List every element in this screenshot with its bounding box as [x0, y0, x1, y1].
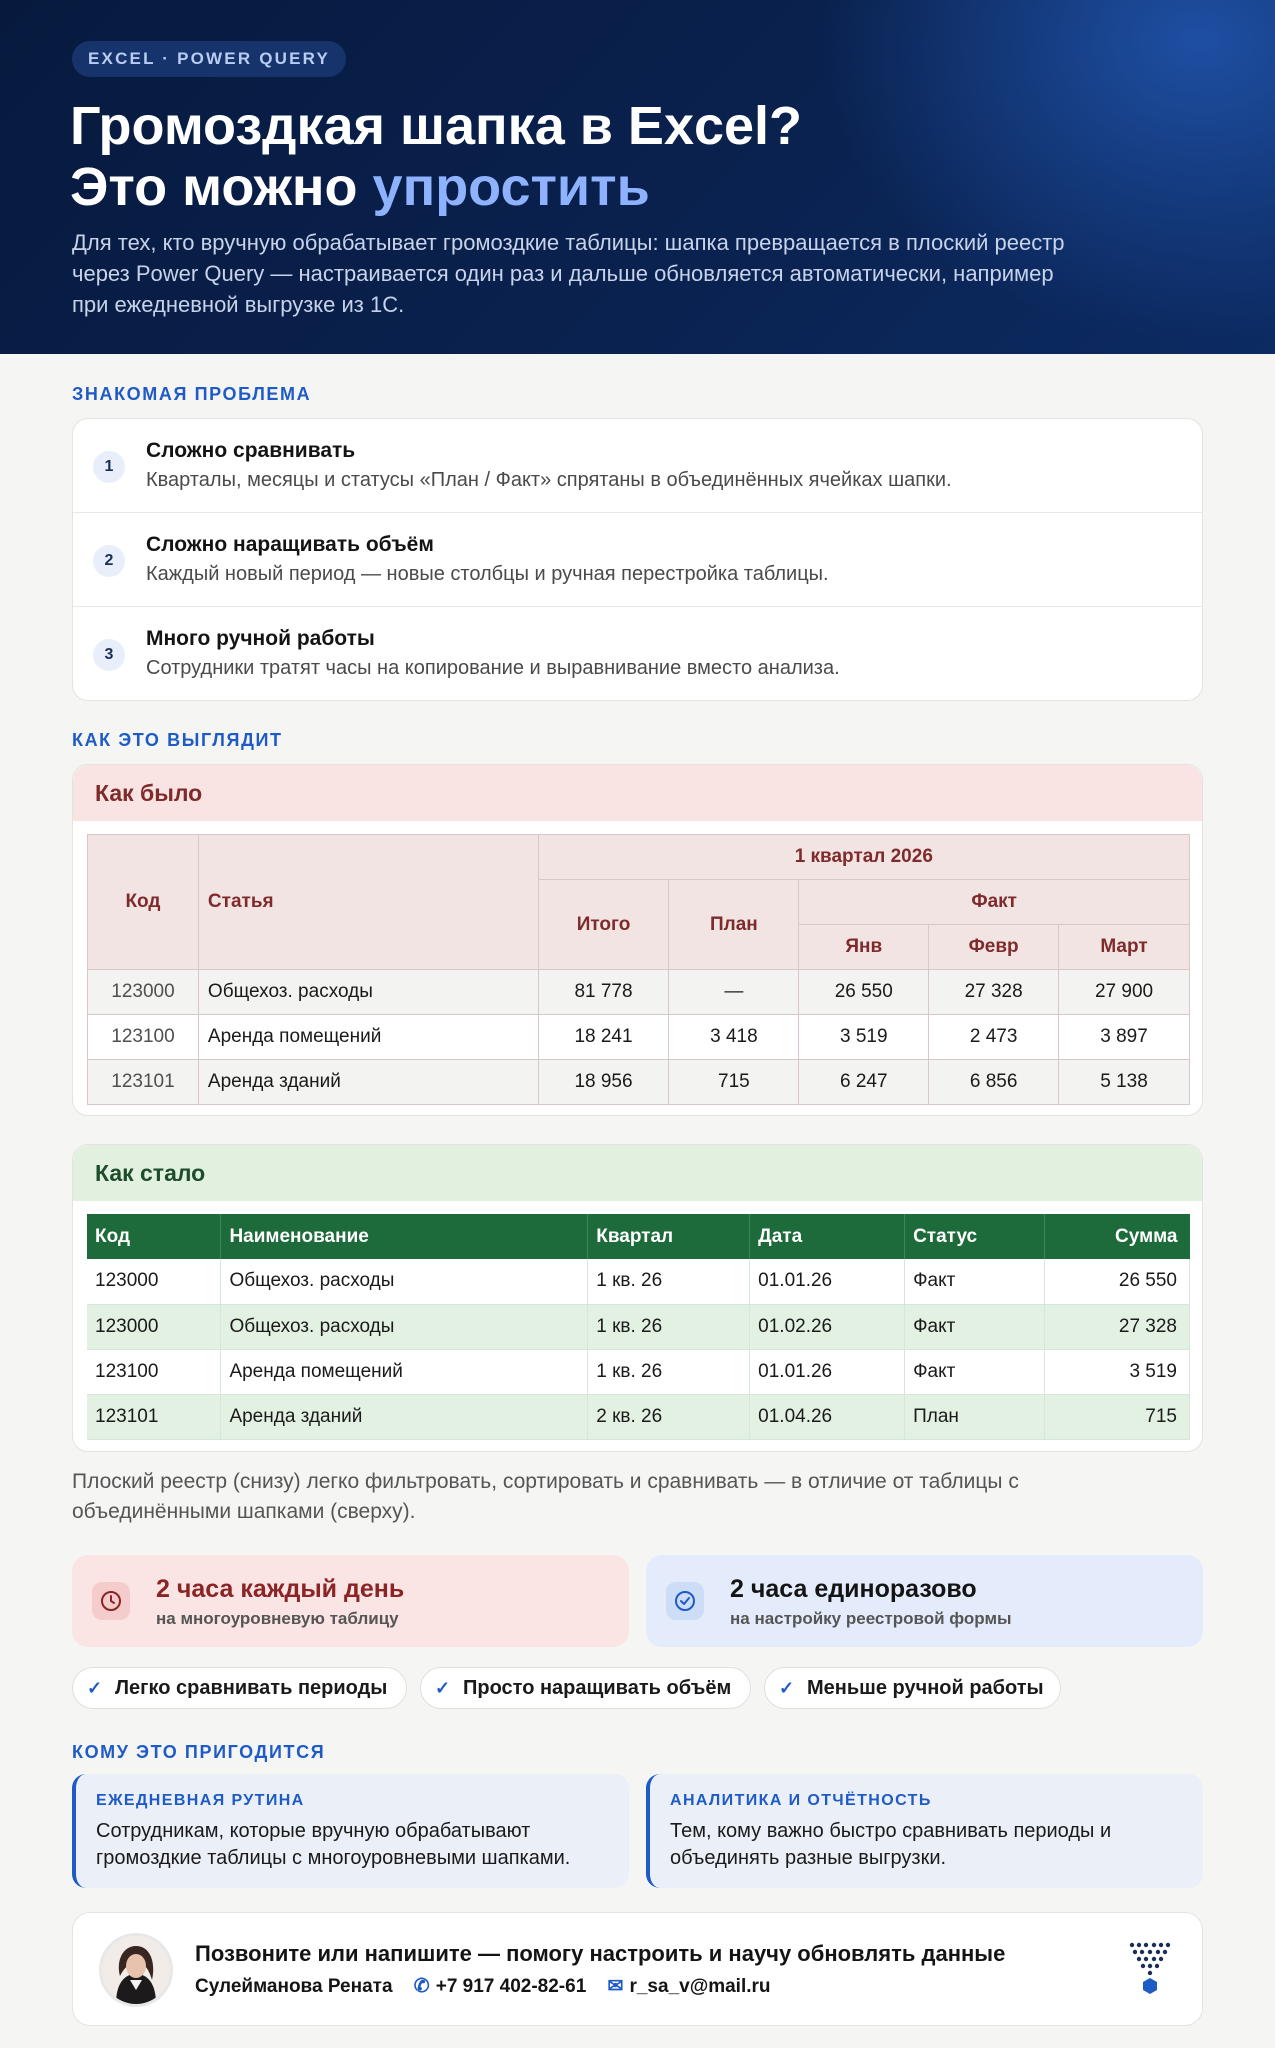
contact-card [72, 1912, 1203, 2026]
cell: 81 778 [538, 970, 669, 1015]
title-line-1: Громоздкая шапка в Excel? [70, 96, 803, 156]
cell: Общехоз. расходы [221, 1259, 588, 1304]
cell: Факт [905, 1349, 1045, 1394]
cell: 123101 [88, 1060, 199, 1105]
cell: 6 247 [799, 1060, 929, 1105]
section-label-audience: КОМУ ЭТО ПРИГОДИТСЯ [72, 1742, 326, 1762]
clock-icon [92, 1582, 130, 1620]
stat-sub: на многоуровневую таблицу [156, 1609, 399, 1628]
header-item: Статья [198, 835, 538, 970]
cell: 26 550 [799, 970, 929, 1015]
problem-title: Сложно сравнивать [146, 439, 356, 462]
brand-logo-icon [1128, 1941, 1172, 1995]
cell: 18 956 [538, 1060, 669, 1105]
cell: 5 138 [1059, 1060, 1190, 1105]
cell: Аренда помещений [198, 1015, 538, 1060]
cell: 123000 [87, 1304, 221, 1349]
stat-sub: на настройку реестровой формы [730, 1609, 1012, 1628]
header-total: Итого [538, 880, 669, 970]
cell: Факт [905, 1259, 1045, 1304]
after-table [87, 1214, 1190, 1440]
benefit-pill [72, 1667, 407, 1709]
audience-card-routine [72, 1774, 629, 1888]
check-icon: ✓ [779, 1678, 795, 1698]
cell: 01.02.26 [750, 1304, 905, 1349]
contact-title: Позвоните или напишите — помогу настроить и научу обновлять данные [195, 1941, 1006, 1966]
comparison-note: Плоский реестр (снизу) легко фильтровать, сортировать и сравнивать — в отличие от таблицы с объединёнными шапками (сверху). [72, 1470, 1019, 1523]
header-fact: Факт [799, 880, 1190, 925]
before-title: Как было [73, 765, 1202, 821]
problem-title: Сложно наращивать объём [146, 533, 434, 556]
header-code: Код [87, 1214, 221, 1259]
before-card [72, 764, 1203, 1116]
cell: Аренда зданий [221, 1394, 588, 1439]
cell: 18 241 [538, 1015, 669, 1060]
cell: Аренда зданий [198, 1060, 538, 1105]
phone-icon: ✆ [413, 1976, 430, 1997]
cell: 27 328 [1045, 1304, 1190, 1349]
cell: 1 кв. 26 [588, 1349, 750, 1394]
problem-desc: Кварталы, месяцы и статусы «План / Факт» спрятаны в объединённых ячейках шапки. [146, 469, 952, 491]
hero-banner [0, 0, 1275, 354]
title-accent: упростить [372, 157, 650, 217]
table-row [88, 970, 1190, 1015]
cell: 123100 [87, 1349, 221, 1394]
table-row [87, 1394, 1190, 1439]
cell: Факт [905, 1304, 1045, 1349]
cell: 715 [669, 1060, 799, 1105]
stat-card-once [646, 1555, 1203, 1647]
problem-number: 1 [93, 451, 125, 483]
contact-name: Сулейманова Рената [195, 1976, 393, 1997]
cell: 01.01.26 [750, 1259, 905, 1304]
header-quarter: 1 квартал 2026 [538, 835, 1189, 880]
hero-tag: EXCEL · POWER QUERY [72, 41, 346, 77]
benefit-label: Легко сравнивать периоды [115, 1677, 388, 1699]
problem-number: 2 [93, 545, 125, 577]
title-line-2 [70, 157, 1170, 218]
contact-details [195, 1975, 787, 1998]
header-sum: Сумма [1045, 1214, 1190, 1259]
benefit-pill [420, 1667, 751, 1709]
cell: 2 кв. 26 [588, 1394, 750, 1439]
cell: 123000 [87, 1259, 221, 1304]
check-icon: ✓ [435, 1678, 451, 1698]
hero-subtitle: Для тех, кто вручную обрабатывает громоздкие таблицы: шапка превращается в плоский реестр через Power Query — настраивается один раз и дальше обновляется автоматически, например при ежедневной выгрузке из 1С. [72, 230, 1065, 317]
stat-title: 2 часа каждый день [156, 1575, 405, 1603]
cell: — [669, 970, 799, 1015]
header-jan: Янв [799, 925, 929, 970]
cell: 123100 [88, 1015, 199, 1060]
title-line-2-prefix: Это можно [70, 157, 373, 217]
header-date: Дата [750, 1214, 905, 1259]
cell: Общехоз. расходы [198, 970, 538, 1015]
cell: 27 328 [929, 970, 1059, 1015]
cell: 01.01.26 [750, 1349, 905, 1394]
benefit-pill [764, 1667, 1061, 1709]
avatar [99, 1933, 173, 2007]
problem-title: Много ручной работы [146, 627, 375, 650]
section-label-look: КАК ЭТО ВЫГЛЯДИТ [72, 730, 283, 750]
benefit-label: Меньше ручной работы [807, 1677, 1044, 1699]
cell: План [905, 1394, 1045, 1439]
cell: 2 473 [929, 1015, 1059, 1060]
cell: 1 кв. 26 [588, 1259, 750, 1304]
check-circle-icon [666, 1582, 704, 1620]
table-row [87, 1304, 1190, 1349]
problem-number: 3 [93, 639, 125, 671]
table-row [88, 1060, 1190, 1105]
header-quarter: Квартал [588, 1214, 750, 1259]
after-card [72, 1144, 1203, 1452]
problems-card [72, 418, 1203, 701]
cell: 01.04.26 [750, 1394, 905, 1439]
before-table [87, 834, 1190, 1105]
header-name: Наименование [221, 1214, 588, 1259]
cell: 26 550 [1045, 1259, 1190, 1304]
stat-card-daily [72, 1555, 629, 1647]
cell: Аренда помещений [221, 1349, 588, 1394]
audience-text: Тем, кому важно быстро сравнивать периоды и объединять разные выгрузки. [670, 1820, 1112, 1869]
audience-title: ЕЖЕДНЕВНАЯ РУТИНА [96, 1792, 305, 1809]
problem-item [73, 419, 1202, 513]
problem-desc: Каждый новый период — новые столбцы и ручная перестройка таблицы. [146, 563, 829, 585]
contact-email[interactable]: r_sa_v@mail.ru [629, 1976, 771, 1997]
header-code: Код [88, 835, 199, 970]
audience-title: АНАЛИТИКА И ОТЧЁТНОСТЬ [670, 1792, 932, 1809]
header-mar: Март [1059, 925, 1190, 970]
mail-icon: ✉ [607, 1976, 624, 1997]
stat-title: 2 часа единоразово [730, 1575, 977, 1603]
page-title [70, 96, 1170, 218]
cell: 27 900 [1059, 970, 1190, 1015]
cell: 6 856 [929, 1060, 1059, 1105]
table-row [87, 1259, 1190, 1304]
check-icon: ✓ [87, 1678, 103, 1698]
cell: 3 519 [1045, 1349, 1190, 1394]
cell: 3 418 [669, 1015, 799, 1060]
problem-item [73, 607, 1202, 701]
contact-phone[interactable]: +7 917 402-82-61 [435, 1976, 587, 1997]
audience-text: Сотрудникам, которые вручную обрабатывают громоздкие таблицы с многоуровневыми шапками. [96, 1820, 571, 1869]
cell: 3 519 [799, 1015, 929, 1060]
after-title: Как стало [73, 1145, 1202, 1201]
benefit-label: Просто наращивать объём [463, 1677, 732, 1699]
cell: Общехоз. расходы [221, 1304, 588, 1349]
header-feb: Февр [929, 925, 1059, 970]
cell: 715 [1045, 1394, 1190, 1439]
section-label-problems: ЗНАКОМАЯ ПРОБЛЕМА [72, 384, 312, 404]
table-row [88, 1015, 1190, 1060]
cell: 123000 [88, 970, 199, 1015]
cell: 3 897 [1059, 1015, 1190, 1060]
header-status: Статус [905, 1214, 1045, 1259]
problem-item [73, 513, 1202, 607]
problem-desc: Сотрудники тратят часы на копирование и выравнивание вместо анализа. [146, 657, 840, 679]
header-plan: План [669, 880, 799, 970]
cell: 1 кв. 26 [588, 1304, 750, 1349]
table-row [87, 1349, 1190, 1394]
audience-card-analytics [646, 1774, 1203, 1888]
cell: 123101 [87, 1394, 221, 1439]
